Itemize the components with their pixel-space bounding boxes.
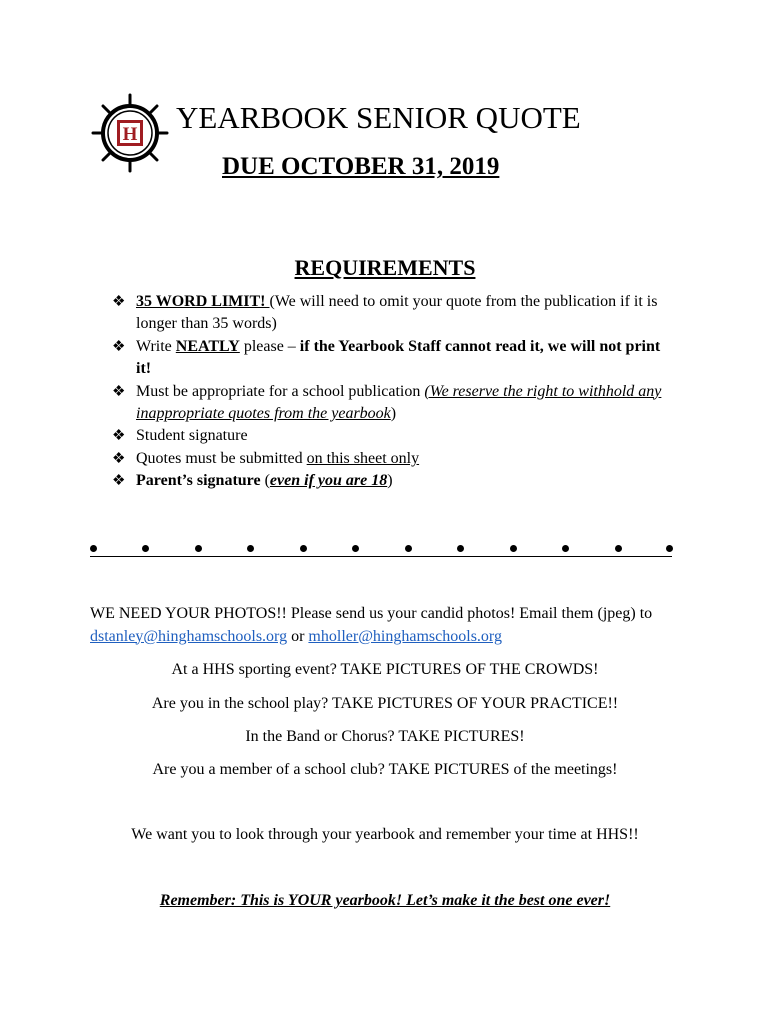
bullet-icon: ❖ [112, 473, 126, 490]
divider-dot [142, 545, 149, 552]
divider-dot [352, 545, 359, 552]
requirement-word-limit: ❖ 35 WORD LIMIT! (We will need to omit your quote from the publication if it is longer than 35 words) [112, 293, 658, 333]
logo-letter: H [122, 124, 138, 145]
dotted-divider [90, 534, 672, 557]
page-title: YEARBOOK SENIOR QUOTE [176, 100, 581, 135]
band-chorus-line: In the Band or Chorus? TAKE PICTURES! [245, 728, 525, 745]
ship-wheel-logo [90, 92, 170, 174]
sporting-event-line: At a HHS sporting event? TAKE PICTURES OF THE CROWDS! [171, 661, 599, 678]
school-play-line: Are you in the school play? TAKE PICTURES OF YOUR PRACTICE!! [151, 695, 619, 712]
requirement-sheet: ❖ Quotes must be submitted on this sheet only [112, 448, 672, 470]
bullet-icon: ❖ [112, 338, 126, 355]
divider-dot [195, 545, 202, 552]
divider-dot [457, 545, 464, 552]
bullet-icon: ❖ [112, 383, 126, 400]
look-through-line: We want you to look through your yearbook and remember your time at HHS!! [131, 826, 639, 843]
bullet-icon: ❖ [112, 450, 126, 467]
requirement-appropriate: ❖ Must be appropriate for a school publication (We reserve the right to withhold any inappropriate quotes from the yearbook) [112, 382, 662, 423]
requirements-heading: REQUIREMENTS [294, 255, 476, 280]
divider-dot [510, 545, 517, 552]
school-club-line: Are you a member of a school club? TAKE PICTURES of the meetings! [152, 761, 618, 778]
remember-line: Remember: This is YOUR yearbook! Let’s make it the best one ever! [159, 892, 611, 909]
divider-dot [90, 545, 97, 552]
bullet-icon: ❖ [112, 428, 126, 445]
email-link-mholler[interactable]: mholler@hinghamschools.org [308, 627, 502, 645]
divider-dot [300, 545, 307, 552]
requirement-parent-signature: ❖ Parent’s signature (even if you are 18) [112, 470, 672, 492]
due-date: DUE OCTOBER 31, 2019 [222, 153, 500, 180]
divider-dot [666, 545, 673, 552]
email-link-dstanley[interactable]: dstanley@hinghamschools.org [90, 627, 288, 645]
requirements-list [112, 291, 672, 493]
divider-dot [405, 545, 412, 552]
requirement-signature: ❖ Student signature [112, 425, 672, 447]
photos-request: WE NEED YOUR PHOTOS!! Please send us your candid photos! Email them (jpeg) to dstanley@hinghamschools.org or mholler@hinghamschools.org [90, 605, 653, 645]
divider-dot [615, 545, 622, 552]
bullet-icon: ❖ [112, 294, 126, 310]
divider-dot [562, 545, 569, 552]
requirement-neatly: ❖ Write NEATLY please – if the Yearbook Staff cannot read it, we will not print it! [112, 337, 661, 378]
divider-dot [247, 545, 254, 552]
